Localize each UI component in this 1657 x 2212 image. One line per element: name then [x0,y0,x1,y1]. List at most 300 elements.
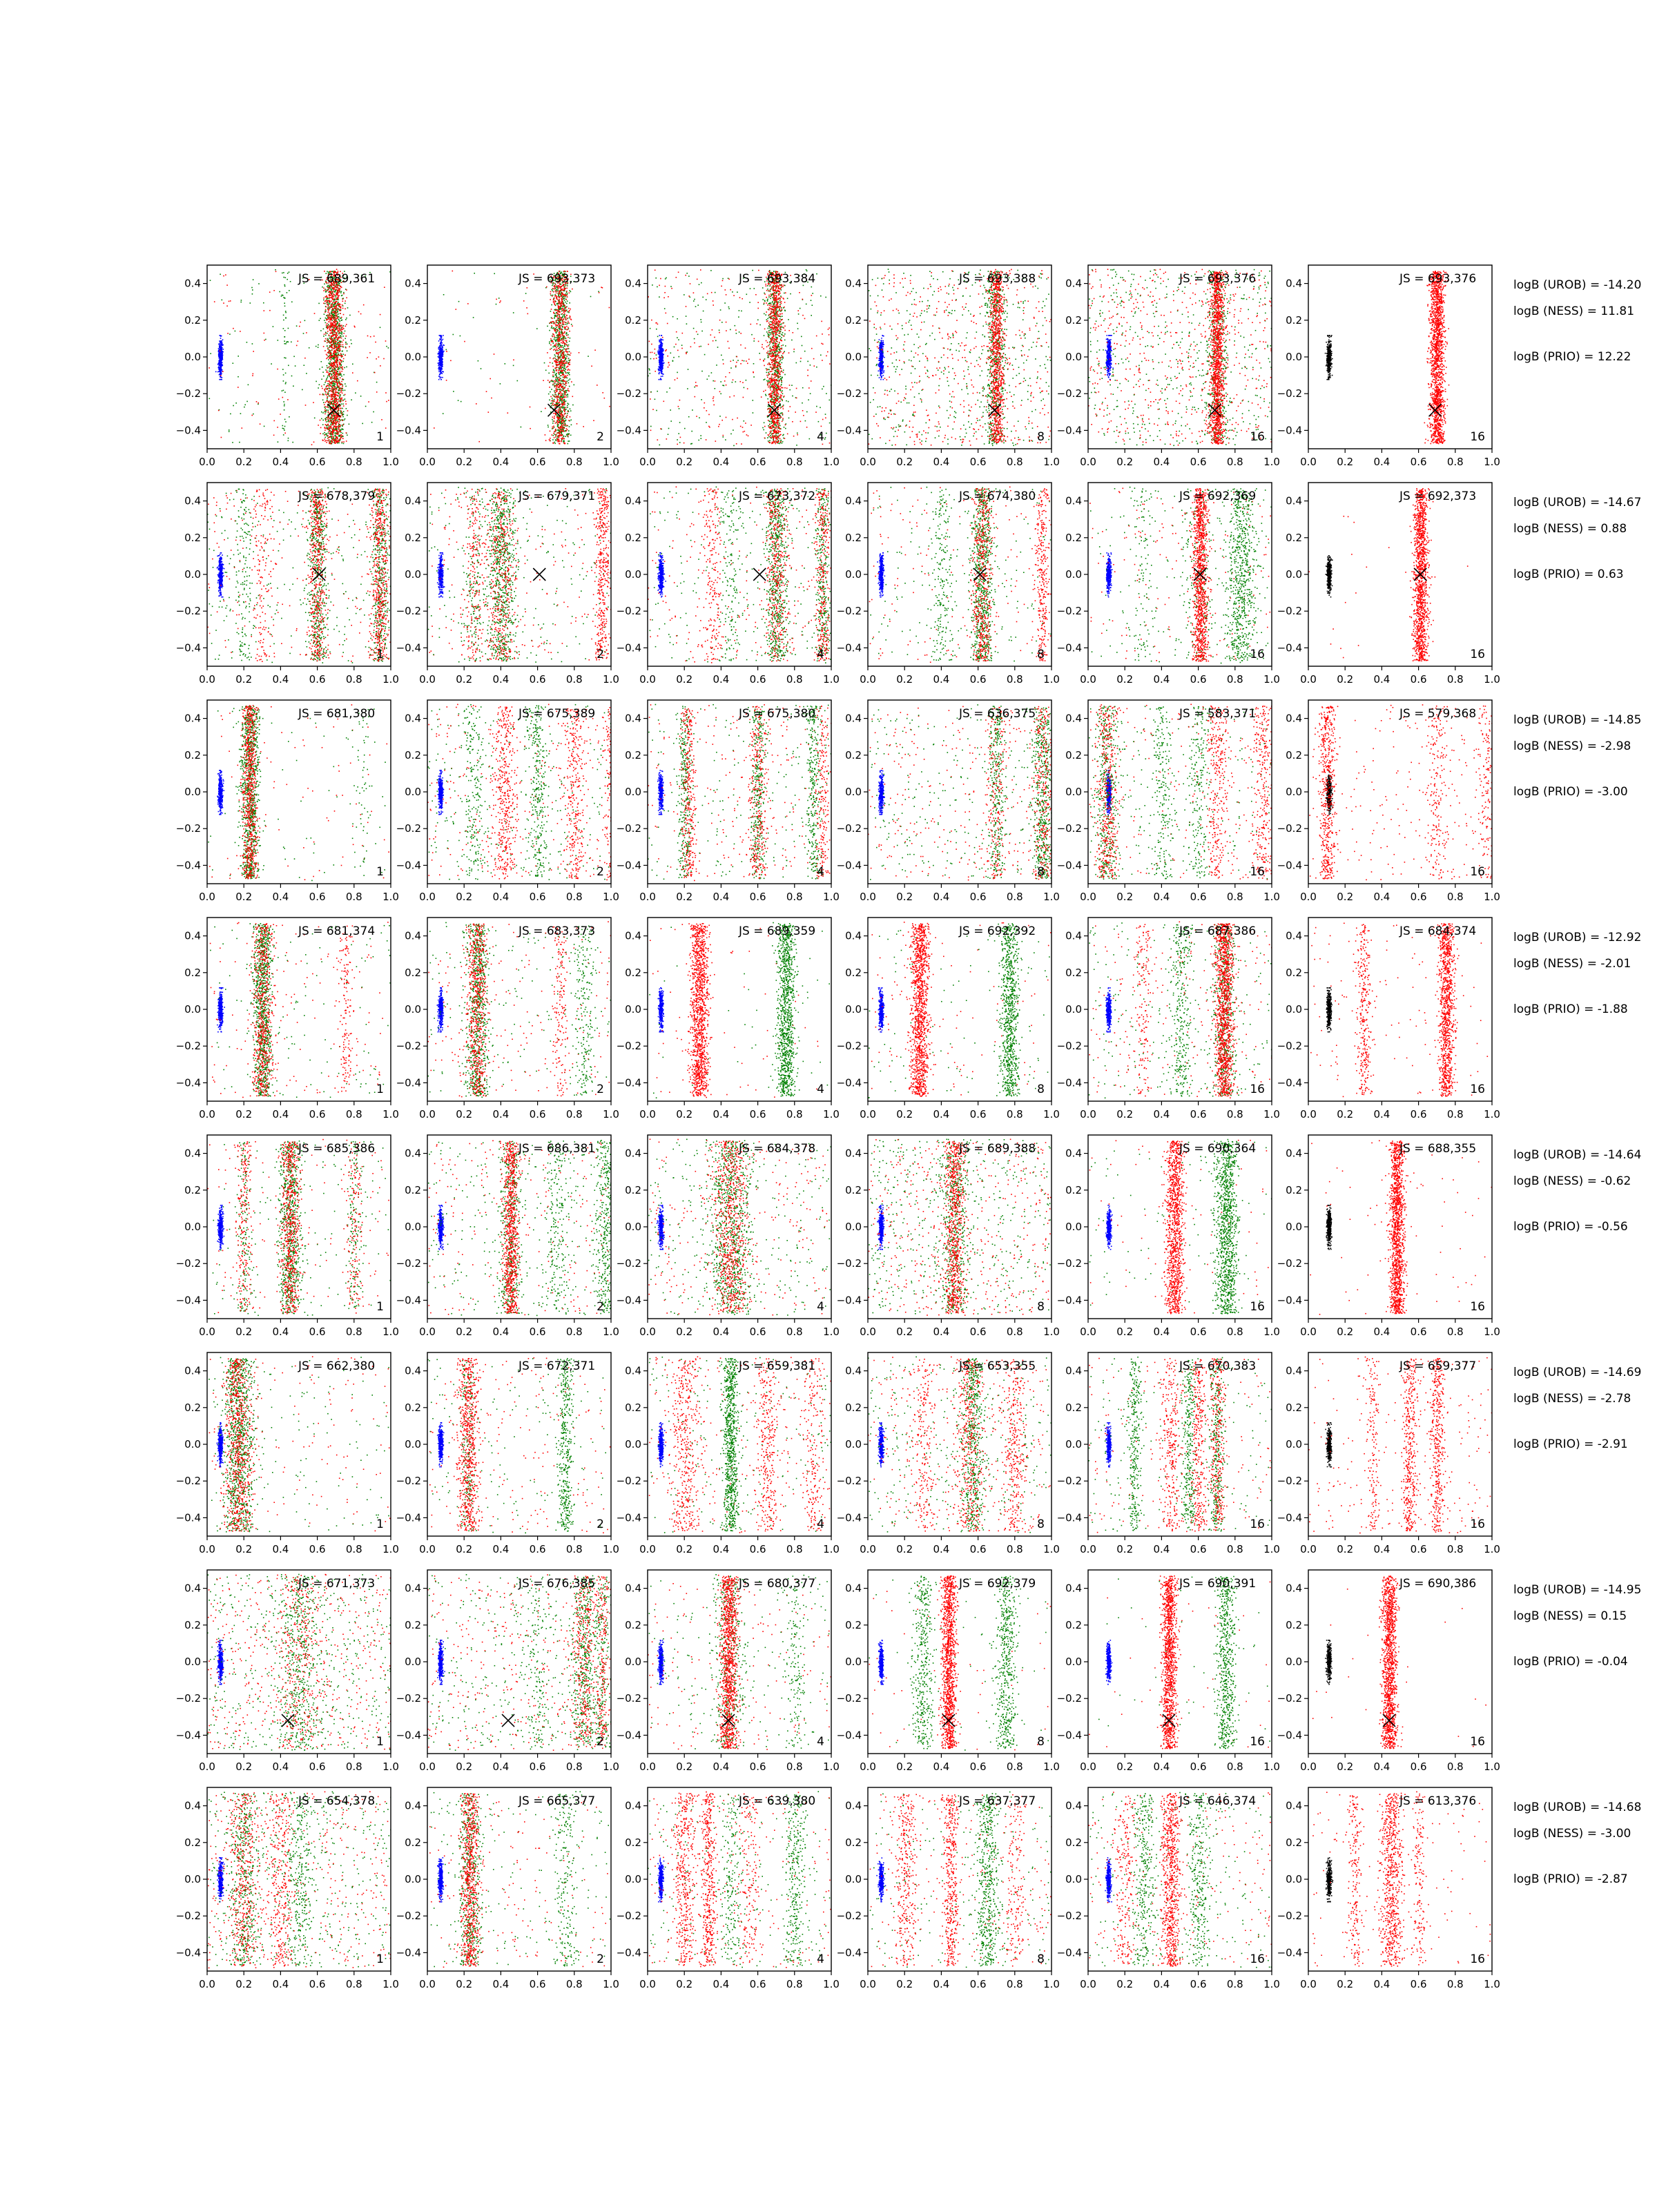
chain-a-point [563,429,564,431]
chain-b-point [563,391,565,392]
chain-a-point [564,362,565,364]
chain-a-point [561,309,563,310]
y-tick-label: 0.4 [184,278,201,290]
chain-b-point [232,442,233,443]
chain-a-point [334,316,336,318]
chain-a-point [334,382,336,383]
chain-b-point [340,400,342,401]
reference-point [440,370,441,371]
chain-a-point [565,295,567,296]
chain-b-point [285,277,287,278]
chain-a-point [561,395,563,396]
chain-a-point [336,319,337,320]
chain-a-point [342,329,344,330]
chain-b-point [334,300,336,301]
chain-b-point [351,399,352,400]
chain-a-point [563,298,564,299]
chain-a-point [220,351,221,352]
chain-a-point [566,382,568,384]
chain-a-point [333,378,334,380]
x-tick-label: 0.4 [492,456,509,468]
chain-a-point [334,342,336,344]
reference-point [443,339,444,340]
chain-a-point [554,298,555,300]
chain-b-point [565,333,567,335]
chain-b-point [556,337,557,338]
chain-a-point [331,377,332,378]
chain-a-point [338,387,340,389]
chain-a-point [340,371,341,372]
chain-a-point [342,301,344,302]
chain-a-point [560,304,561,305]
chain-a-point [566,344,568,345]
chain-b-point [253,279,254,280]
chain-b-point [461,401,462,402]
chain-b-point [565,425,567,427]
chain-a-point [342,308,344,309]
chain-a-point [388,400,389,401]
chain-b-point [323,394,324,396]
chain-a-point [320,433,321,434]
chain-a-point [341,384,342,385]
chain-b-point [561,345,562,347]
chain-a-point [335,324,336,326]
chain-a-point [333,329,334,330]
chain-a-point [333,293,334,295]
chain-a-point [324,429,326,431]
chain-a-point [331,395,333,396]
chain-a-point [336,305,337,307]
chain-b-point [284,357,285,358]
chain-a-point [329,291,330,292]
chain-b-point [561,432,562,434]
chain-a-point [367,336,369,337]
chain-a-point [563,424,564,425]
chain-a-point [331,318,332,320]
chain-a-point [325,296,327,298]
chain-a-point [329,295,331,296]
chain-a-point [329,358,330,359]
chain-a-point [331,431,332,433]
chain-a-point [329,342,330,343]
chain-a-point [341,437,342,438]
chain-a-point [564,295,565,297]
chain-b-point [329,371,330,372]
chain-a-point [563,416,565,417]
chain-b-point [319,384,320,385]
chain-a-point [527,313,529,315]
chain-a-point [591,366,592,367]
chain-b-point [340,333,341,334]
chain-b-point [555,315,556,316]
chain-b-point [330,424,331,425]
chain-a-point [329,297,330,298]
chain-a-point [566,315,568,316]
chain-a-point [562,331,563,333]
chain-a-point [324,409,326,411]
chain-a-point [325,402,327,403]
chain-b-point [345,319,347,320]
reference-point [220,373,221,375]
chain-a-point [337,369,338,370]
chain-a-point [554,382,556,383]
chain-a-point [559,385,561,387]
chain-b-point [556,338,558,339]
chain-b-point [550,311,552,312]
chain-a-point [556,359,558,360]
chain-a-point [324,438,326,440]
chain-a-point [330,431,331,432]
chain-b-point [555,356,556,357]
chain-a-point [324,414,326,415]
chain-b-point [559,322,561,323]
chain-b-point [352,364,353,365]
chain-b-point [336,324,338,326]
chain-a-point [349,347,350,348]
chain-a-point [329,436,330,438]
chain-a-point [561,342,562,344]
reference-point [220,347,221,349]
chain-a-point [559,290,561,291]
chain-b-point [338,316,340,318]
chain-a-point [325,338,327,340]
chain-a-point [570,309,571,310]
chain-a-point [258,402,259,404]
chain-b-point [325,419,327,420]
chain-a-point [354,327,356,328]
chain-a-point [326,302,327,304]
chain-a-point [343,405,345,407]
chain-a-point [555,423,556,424]
chain-a-point [552,371,554,373]
chain-b-point [568,322,569,324]
chain-b-point [564,418,565,420]
chain-a-point [329,421,330,423]
chain-a-point [564,428,565,429]
chain-a-point [338,306,340,307]
chain-a-point [563,401,565,402]
chain-b-point [566,361,568,362]
chain-a-point [330,323,331,324]
chain-b-point [561,423,563,425]
chain-a-point [559,322,561,324]
chain-a-point [338,342,340,343]
chain-a-point [330,409,331,411]
reference-point [222,345,224,346]
reference-point [440,356,442,357]
x-tick-label: 1.0 [603,456,619,468]
reference-point [442,371,443,372]
chain-a-point [560,434,561,436]
chain-b-point [330,419,331,420]
chain-a-point [333,423,334,425]
chain-b-point [561,389,562,391]
chain-a-point [557,340,559,342]
chain-a-point [338,440,339,441]
chain-b-point [333,383,335,385]
chain-a-point [552,434,553,436]
chain-a-point [566,428,568,429]
chain-a-point [331,365,332,367]
chain-b-point [316,346,317,347]
chain-b-point [258,283,260,284]
chain-a-point [340,350,341,351]
chain-a-point [552,295,553,297]
chain-b-point [552,439,554,440]
chain-a-point [561,360,562,361]
chain-a-point [558,354,559,356]
chain-b-point [563,314,564,316]
chain-b-point [338,380,340,381]
chain-a-point [558,402,559,404]
chain-a-point [333,412,334,414]
chain-a-point [334,355,336,356]
chain-a-point [336,323,337,324]
chain-b-point [558,360,559,361]
chain-a-point [569,310,570,311]
chain-b-point [343,420,345,421]
chain-a-point [560,329,561,330]
chain-a-point [567,429,568,431]
chain-a-point [331,319,333,320]
chain-a-point [552,443,554,444]
chain-a-point [341,390,342,391]
chain-b-point [557,322,559,324]
chain-b-point [386,346,387,347]
chain-a-point [555,362,556,363]
chain-a-point [338,402,339,403]
chain-a-point [559,427,560,428]
chain-a-point [567,375,568,376]
chain-b-point [326,315,327,316]
chain-b-point [561,418,562,420]
chain-b-point [326,433,327,434]
chain-a-point [554,334,555,336]
chain-b-point [284,409,285,411]
chain-b-point [327,349,329,350]
chain-b-point [335,340,336,341]
chain-b-point [557,290,559,291]
chain-b-point [496,304,497,305]
chain-b-point [557,303,559,304]
chain-b-point [345,342,347,343]
chain-a-point [340,378,341,379]
chain-a-point [323,298,324,299]
chain-a-point [559,410,560,411]
chain-b-point [517,380,519,382]
chain-a-point [327,371,328,372]
chain-b-point [554,442,555,443]
chain-b-point [388,347,389,349]
chain-a-point [563,342,565,344]
chain-b-point [334,385,336,387]
chain-a-point [333,431,334,433]
chain-a-point [564,380,565,382]
chain-a-point [306,332,307,333]
chain-a-point [550,358,551,359]
chain-a-point [566,291,568,292]
chain-a-point [523,300,525,302]
chain-a-point [562,292,563,293]
chain-b-point [566,356,568,357]
chain-a-point [336,349,338,350]
chain-a-point [559,320,560,322]
chain-a-point [333,342,334,343]
chain-b-point [549,330,550,331]
chain-a-point [558,440,559,442]
chain-a-point [559,378,561,380]
chain-a-point [340,391,342,393]
chain-a-point [565,318,566,319]
chain-a-point [556,370,557,371]
chain-b-point [365,406,367,407]
chain-b-point [322,400,324,401]
chain-a-point [343,333,345,334]
chain-b-point [460,336,461,337]
chain-b-point [559,347,561,348]
chain-a-point [331,345,333,347]
chain-a-point [374,336,375,337]
chain-a-point [338,295,340,297]
chain-b-point [552,398,553,399]
chain-a-point [338,407,340,409]
chain-a-point [375,342,376,343]
chain-a-point [565,430,567,431]
chain-b-point [284,405,285,407]
chain-a-point [561,365,563,367]
chain-b-point [289,271,290,273]
chain-a-point [476,403,477,405]
chain-b-point [341,295,342,297]
chain-a-point [335,386,336,387]
points [209,269,391,445]
chain-a-point [338,330,340,331]
reference-point [218,344,220,345]
chain-a-point [332,291,333,292]
reference-point [440,360,442,361]
chain-a-point [572,325,573,327]
chain-b-point [250,302,251,304]
chain-a-point [552,416,554,418]
chain-a-point [552,341,554,342]
chain-a-point [560,408,561,409]
chain-a-point [334,441,336,443]
chain-a-point [561,334,563,336]
chain-a-point [336,360,338,361]
chain-a-point [341,355,342,356]
chain-a-point [565,316,566,318]
chain-a-point [563,355,564,356]
chain-b-point [345,338,346,340]
chain-b-point [569,318,570,319]
chain-b-point [338,333,340,335]
chain-a-point [264,310,265,311]
chain-a-point [331,399,332,400]
chain-a-point [336,367,337,368]
chain-a-point [565,343,566,345]
chain-a-point [545,440,547,441]
x-tick-label: 0.8 [346,456,362,468]
chain-b-point [332,327,333,328]
chain-a-point [340,367,342,368]
chain-a-point [327,290,328,291]
chain-b-point [552,423,554,424]
reference-point [443,335,444,336]
chain-b-point [564,287,565,288]
chain-b-point [324,313,325,315]
chain-b-point [293,356,295,358]
chain-a-point [346,289,347,291]
chain-a-point [555,358,556,359]
chain-a-point [560,428,561,429]
chain-b-point [571,324,572,325]
chain-a-point [565,311,566,313]
chain-a-point [579,352,580,353]
chain-a-point [333,420,334,422]
chain-b-point [295,365,296,367]
reference-point [440,365,442,366]
chain-b-point [347,344,348,345]
chain-a-point [554,431,555,433]
chain-a-point [563,365,564,367]
chain-a-point [554,413,556,414]
chain-a-point [561,435,563,436]
chain-a-point [336,437,337,438]
chain-a-point [563,290,564,291]
chain-a-point [564,443,565,445]
chain-a-point [338,289,339,291]
chain-a-point [329,356,330,358]
chain-a-point [478,441,480,443]
reference-point [440,353,441,355]
chain-a-point [333,414,334,415]
chain-b-point [329,307,331,308]
chain-a-point [328,310,329,311]
chain-a-point [563,356,564,358]
chain-a-point [318,425,319,426]
chain-a-point [554,385,556,387]
chain-a-point [335,427,336,429]
chain-a-point [568,308,570,309]
chain-a-point [340,345,342,346]
chain-b-point [347,415,348,416]
reference-point [217,364,219,365]
chain-b-point [323,300,324,301]
chain-b-point [304,320,306,322]
chain-b-point [553,381,554,382]
chain-a-point [554,437,555,438]
chain-a-point [565,299,567,300]
chain-a-point [329,353,331,354]
chain-a-point [333,362,334,364]
chain-b-point [345,390,346,391]
chain-b-point [235,402,237,404]
chain-b-point [548,394,550,395]
chain-a-point [570,355,571,356]
chain-a-point [330,356,331,358]
chain-a-point [563,319,565,320]
chain-a-point [563,322,565,323]
chain-a-point [338,426,340,427]
reference-point [219,340,220,342]
chain-a-point [331,347,332,348]
chain-b-point [285,383,287,385]
reference-point [441,368,443,369]
chain-b-point [275,269,276,271]
chain-b-point [341,443,342,444]
chain-b-point [552,291,554,292]
chain-a-point [340,400,341,402]
